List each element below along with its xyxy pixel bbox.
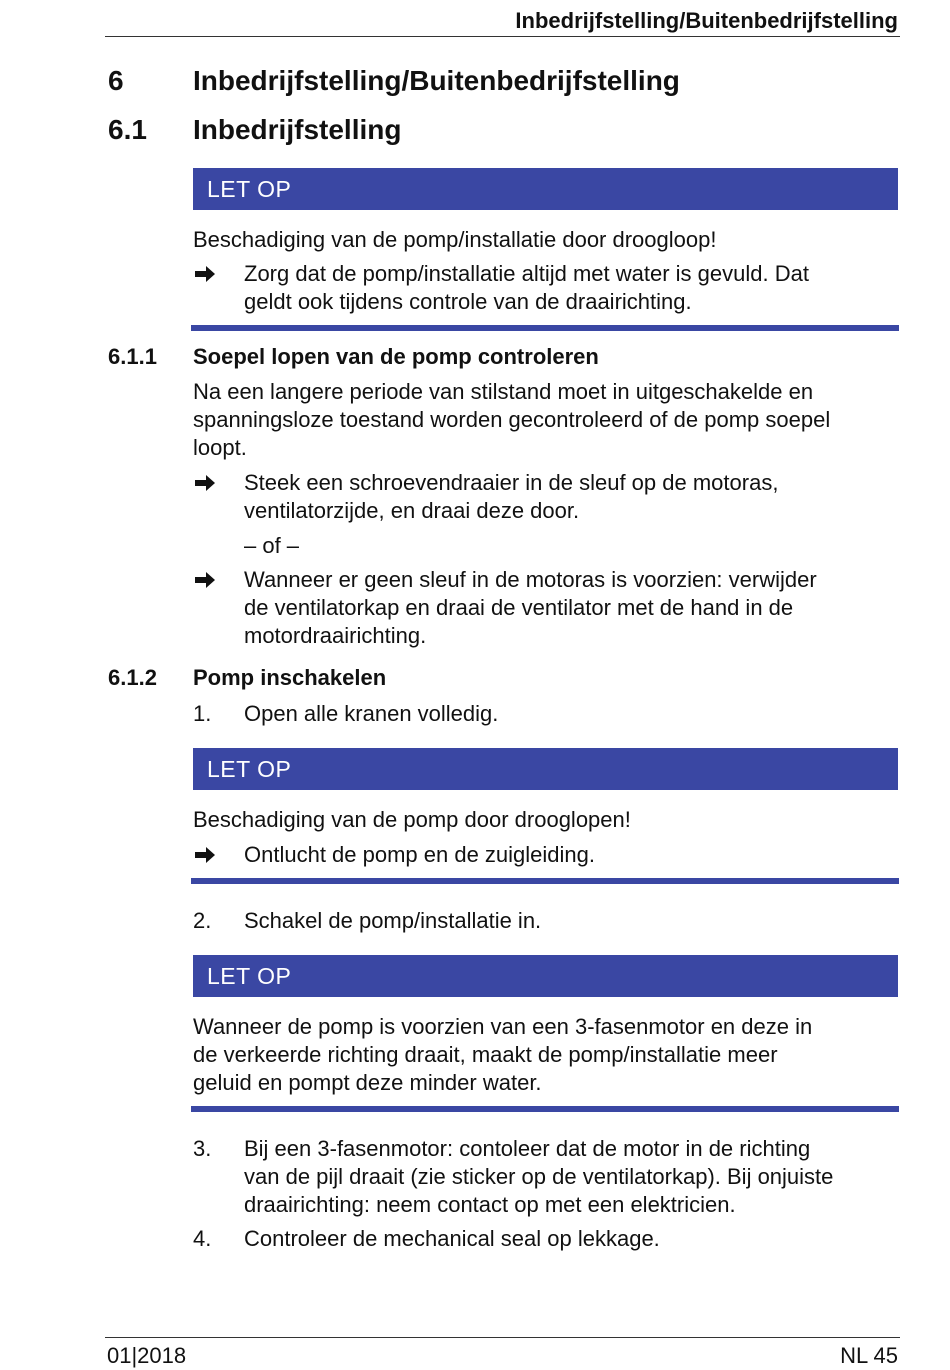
subsection-number: 6.1 [108, 114, 147, 145]
section-number: 6 [108, 65, 124, 96]
step-line: ventilatorzijde, en draai deze door. [244, 498, 580, 523]
notice-label: LET OP [207, 176, 292, 202]
running-header: Inbedrijfstelling/Buitenbedrijfstelling [515, 8, 898, 33]
subsubsection-number: 6.1.2 [108, 665, 157, 690]
notice-end-rule [191, 878, 899, 884]
notice-label: LET OP [207, 756, 292, 782]
step-text: Open alle kranen volledig. [244, 701, 499, 726]
paragraph-line: loopt. [193, 435, 247, 460]
step-line: draairichting: neem contact op met een elektricien. [244, 1192, 736, 1217]
step-line: Steek een schroevendraaier in de sleuf op de motoras, [244, 470, 779, 495]
step-line: motordraairichting. [244, 623, 427, 648]
step-text: Controleer de mechanical seal op lekkage. [244, 1226, 660, 1251]
notice-text-line: geluid en pompt deze minder water. [193, 1070, 542, 1095]
footer-rule [105, 1337, 900, 1338]
arrow-right-icon [193, 262, 217, 286]
notice-text: Beschadiging van de pomp door drooglopen! [193, 807, 631, 832]
step-number: 2. [193, 908, 212, 933]
or-separator: – of – [244, 533, 300, 558]
notice-text-line: Wanneer de pomp is voorzien van een 3-fasenmotor en deze in [193, 1014, 813, 1039]
paragraph-line: Na een langere periode van stilstand moet in uitgeschakelde en [193, 379, 814, 404]
notice-end-rule [191, 325, 899, 331]
notice-bullet-line: Zorg dat de pomp/installatie altijd met water is gevuld. Dat [244, 261, 809, 286]
arrow-right-icon [193, 843, 217, 867]
step-number: 1. [193, 701, 212, 726]
header-rule [105, 36, 900, 37]
arrow-right-icon [193, 471, 217, 495]
notice-header [193, 168, 898, 210]
subsubsection-title: Soepel lopen van de pomp controleren [193, 344, 599, 369]
step-number: 3. [193, 1136, 212, 1161]
step-line: Bij een 3-fasenmotor: contoleer dat de motor in de richting [244, 1136, 811, 1161]
arrow-right-icon [193, 568, 217, 592]
footer-page-number: NL 45 [840, 1343, 898, 1368]
subsection-title: Inbedrijfstelling [193, 114, 402, 145]
step-text: Schakel de pomp/installatie in. [244, 908, 542, 933]
subsubsection-number: 6.1.1 [108, 344, 157, 369]
paragraph-line: spanningsloze toestand worden gecontroleerd of de pomp soepel [193, 407, 831, 432]
notice-bullet-line: Ontlucht de pomp en de zuigleiding. [244, 842, 596, 867]
notice-text: Beschadiging van de pomp/installatie door droogloop! [193, 227, 717, 252]
step-number: 4. [193, 1226, 212, 1251]
step-line: de ventilatorkap en draai de ventilator met de hand in de [244, 595, 794, 620]
section-title: Inbedrijfstelling/Buitenbedrijfstelling [193, 65, 680, 96]
footer-date: 01|2018 [107, 1343, 187, 1368]
notice-header [193, 955, 898, 997]
step-line: Wanneer er geen sleuf in de motoras is voorzien: verwijder [244, 567, 817, 592]
notice-end-rule [191, 1106, 899, 1112]
step-line: van de pijl draait (zie sticker op de ventilatorkap). Bij onjuiste [244, 1164, 834, 1189]
notice-bullet-line: geldt ook tijdens controle van de draairichting. [244, 289, 692, 314]
subsubsection-title: Pomp inschakelen [193, 665, 387, 690]
notice-header [193, 748, 898, 790]
notice-label: LET OP [207, 963, 292, 989]
notice-text-line: de verkeerde richting draait, maakt de pomp/installatie meer [193, 1042, 778, 1067]
